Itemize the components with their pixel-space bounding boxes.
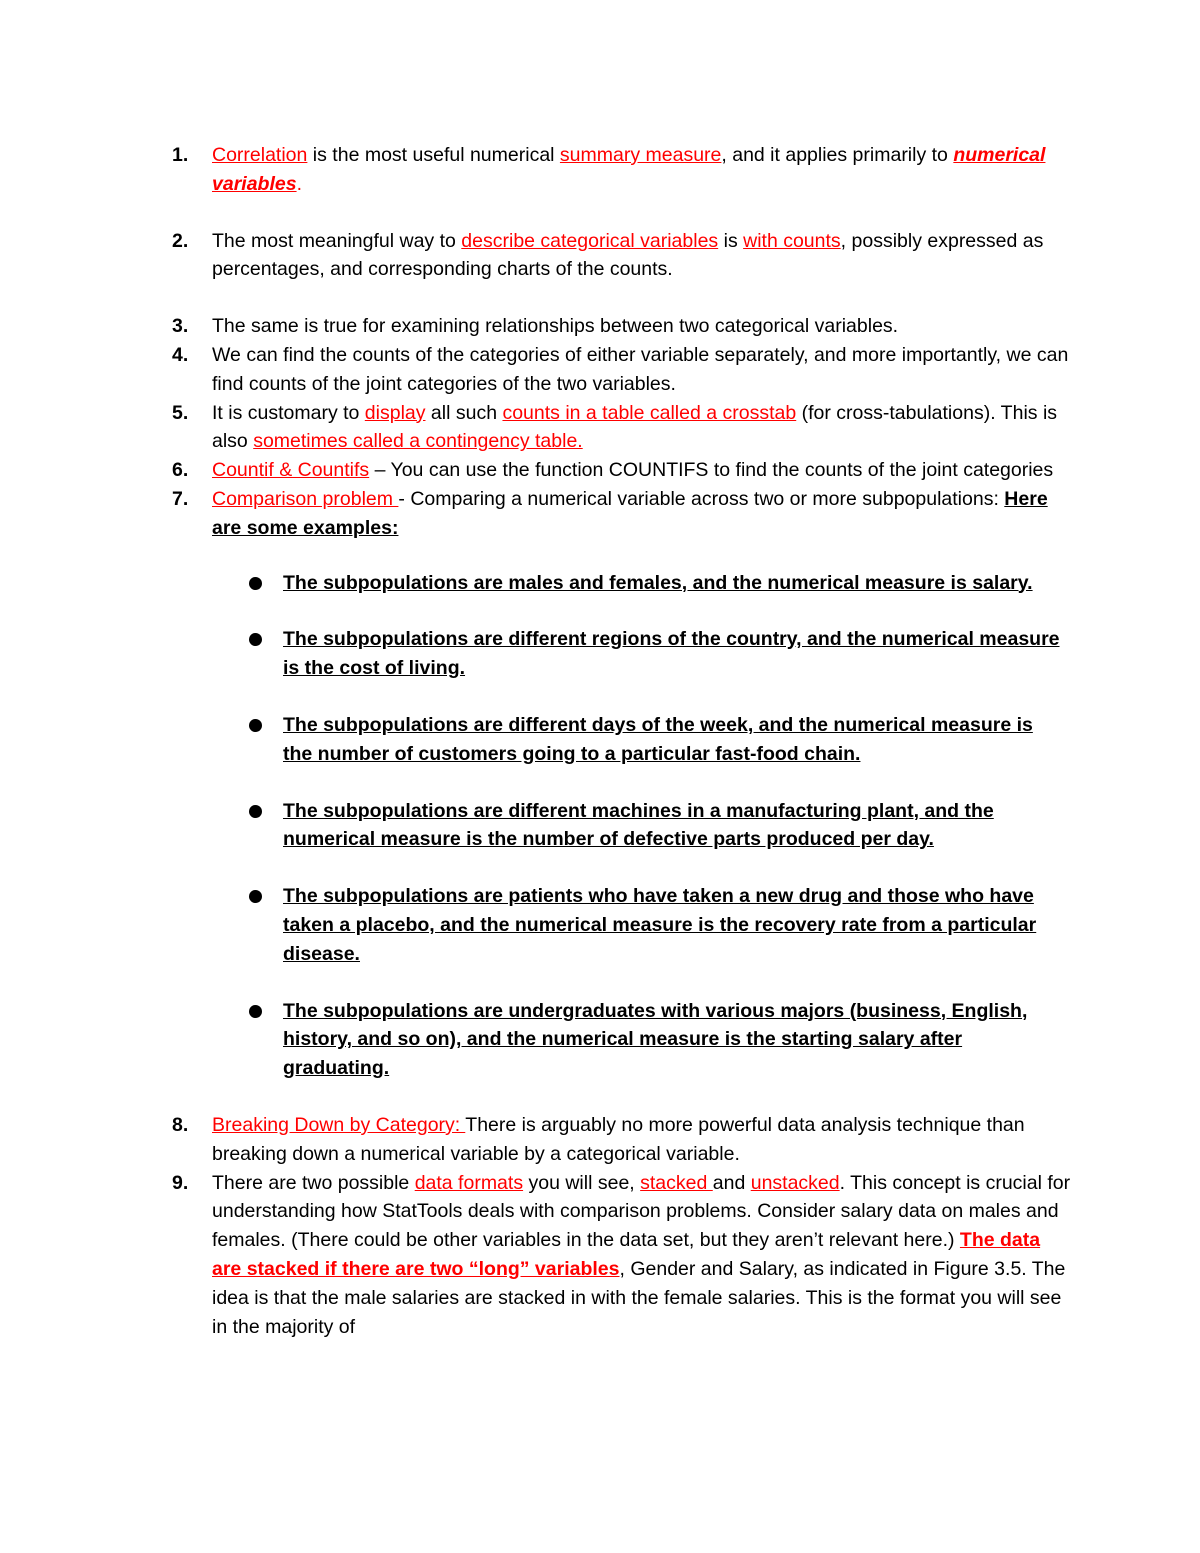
item-number: 2. <box>172 229 189 252</box>
list-item-7 <box>0 485 1072 543</box>
term-data-formats: data formats <box>414 1171 524 1194</box>
item-text: and <box>712 1171 751 1194</box>
term-unstacked: unstacked <box>750 1171 840 1194</box>
item-number: 6. <box>172 459 189 482</box>
bullet-icon <box>249 633 262 646</box>
example-item <box>0 625 1063 683</box>
item-text: We can find the counts of the categories of either variable separately, and more importantly, we can find counts of the joint categories of the two variables. <box>212 343 1069 395</box>
item-number: 5. <box>172 401 189 424</box>
item-text: , possibly expressed as percentages, and corresponding charts of the counts. <box>212 229 1044 281</box>
item-text: is the most useful numerical <box>307 144 560 166</box>
example-item <box>0 882 1063 968</box>
item-number: 4. <box>172 343 189 366</box>
list-item-4 <box>0 341 1072 399</box>
term-contingency-table: sometimes called a contingency table. <box>253 430 583 453</box>
term-display: display <box>364 401 426 424</box>
example-item <box>0 711 1063 769</box>
term-describe-categorical: describe categorical variables <box>461 229 719 252</box>
example-text: The subpopulations are different machines in a manufacturing plant, and the numerical measure is the number of defective parts produced per day. <box>283 799 994 851</box>
list-item-5 <box>0 399 1072 457</box>
term-stacked-definition: The data are stacked if there are two “long” variables <box>212 1229 1041 1280</box>
examples-heading: Here are some examples: <box>212 487 1048 539</box>
example-text: The subpopulations are different days of the week, and the numerical measure is the number of customers going to a particular fast-food chain. <box>283 713 1033 765</box>
list-item-8 <box>0 1111 1072 1169</box>
term-numerical-variables: numerical variables <box>212 144 1046 195</box>
item-text: , and it applies primarily to <box>721 144 954 166</box>
example-item <box>0 569 1063 598</box>
list-item-9 <box>0 1169 1072 1342</box>
term-summary-measure: summary measure <box>559 144 722 166</box>
item-text: There are two possible <box>212 1171 415 1194</box>
example-text: The subpopulations are males and females, and the numerical measure is salary. <box>283 571 1033 594</box>
term-comparison-problem: Comparison problem <box>212 487 399 510</box>
list-item-3 <box>0 312 1072 341</box>
bullet-icon <box>249 577 262 590</box>
item-number: 7. <box>172 487 189 510</box>
item-text: you will see, <box>523 1171 641 1194</box>
item-number: 8. <box>172 1113 189 1136</box>
bullet-icon <box>249 719 262 732</box>
item-text: – You can use the function COUNTIFS to find the counts of the joint categories <box>369 459 1054 482</box>
example-text: The subpopulations are different regions of the country, and the numerical measure is the cost of living. <box>283 628 1060 680</box>
item-number: 9. <box>172 1171 189 1194</box>
list-item-1 <box>0 141 1072 199</box>
item-text: (for cross-tabulations). This is also <box>212 401 1058 453</box>
term-with-counts: with counts <box>743 229 841 252</box>
examples-list <box>0 569 1200 1083</box>
term-correlation: Correlation <box>212 144 308 166</box>
term-countif: Countif & Countifs <box>212 459 370 482</box>
bullet-icon <box>249 805 262 818</box>
example-item <box>0 997 1063 1083</box>
numbered-list <box>0 141 1200 1341</box>
list-item-6 <box>0 456 1072 485</box>
example-text: The subpopulations are patients who have taken a new drug and those who have taken a placebo, and the numerical measure is the recovery rate from a particular disease. <box>283 885 1037 965</box>
term-stacked: stacked <box>640 1171 713 1194</box>
item-text: is <box>718 229 744 252</box>
bullet-icon <box>249 890 262 903</box>
item-text: The same is true for examining relationships between two categorical variables. <box>212 315 899 338</box>
item-text: The most meaningful way to <box>212 229 462 252</box>
example-item <box>0 797 1063 855</box>
item-text: , Gender and Salary, as indicated in Figure 3.5. The idea is that the male salaries are stacked in with the female salaries. This is the format you will see in the majority of <box>212 1257 1066 1338</box>
bullet-icon <box>249 1005 262 1018</box>
item-text: all such <box>425 401 503 424</box>
example-text: The subpopulations are undergraduates with various majors (business, English, history, and so on), and the numerical measure is the starting salary after graduating. <box>283 999 1028 1080</box>
item-number: 3. <box>172 315 189 338</box>
list-item-2 <box>0 227 1072 285</box>
item-text: It is customary to <box>212 401 365 424</box>
item-text: There is arguably no more powerful data analysis technique than breaking down a numerical variable by a categorical variable. <box>212 1113 1025 1165</box>
item-text: . This concept is crucial for understanding how StatTools deals with comparison problems. Consider salary data on males and females. (There could be other variables in the data set, but they aren’t relevant here.) <box>212 1171 1071 1252</box>
item-text: . <box>296 172 302 195</box>
term-crosstab: counts in a table called a crosstab <box>502 401 797 424</box>
term-breaking-down: Breaking Down by Category: <box>212 1113 466 1136</box>
item-text: - Comparing a numerical variable across two or more subpopulations: <box>398 487 1005 510</box>
item-number: 1. <box>172 144 189 166</box>
